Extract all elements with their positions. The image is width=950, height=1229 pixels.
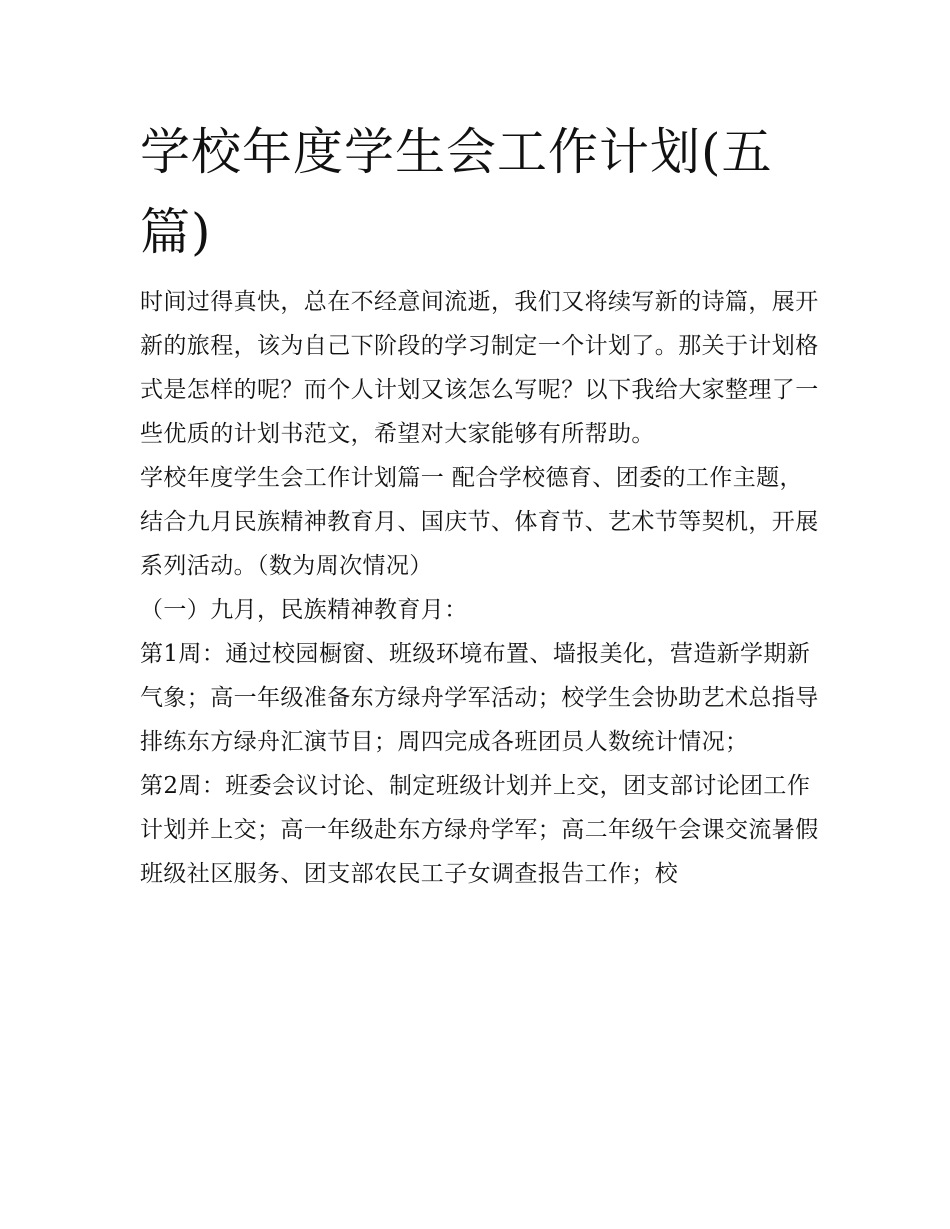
document-body	[140, 280, 820, 896]
plan-one-intro-paragraph: 学校年度学生会工作计划篇一 配合学校德育、团委的工作主题，结合九月民族精神教育月、国庆节、体育节、艺术节等契机，开展系列活动。（数为周次情况）	[140, 465, 819, 579]
section-heading-september: （一）九月，民族精神教育月：	[140, 597, 468, 623]
week-2-paragraph: 第2周：班委会议讨论、制定班级计划并上交，团支部讨论团工作计划并上交；高一年级赴东方绿舟学军；高二年级午会课交流暑假班级社区服务、团支部农民工子女调查报告工作；校	[140, 773, 819, 887]
week-1-paragraph: 第1周：通过校园橱窗、班级环境布置、墙报美化，营造新学期新气象；高一年级准备东方绿舟学军活动；校学生会协助艺术总指导排练东方绿舟汇演节目；周四完成各班团员人数统计情况；	[140, 641, 819, 755]
document-title: 学校年度学生会工作计划(五篇)	[140, 123, 773, 261]
intro-paragraph: 时间过得真快，总在不经意间流逝，我们又将续写新的诗篇，展开新的旅程，该为自己下阶段的学习制定一个计划了。那关于计划格式是怎样的呢？而个人计划又该怎么写呢？以下我给大家整理了一些优质的计划书范文，希望对大家能够有所帮助。	[140, 289, 819, 447]
